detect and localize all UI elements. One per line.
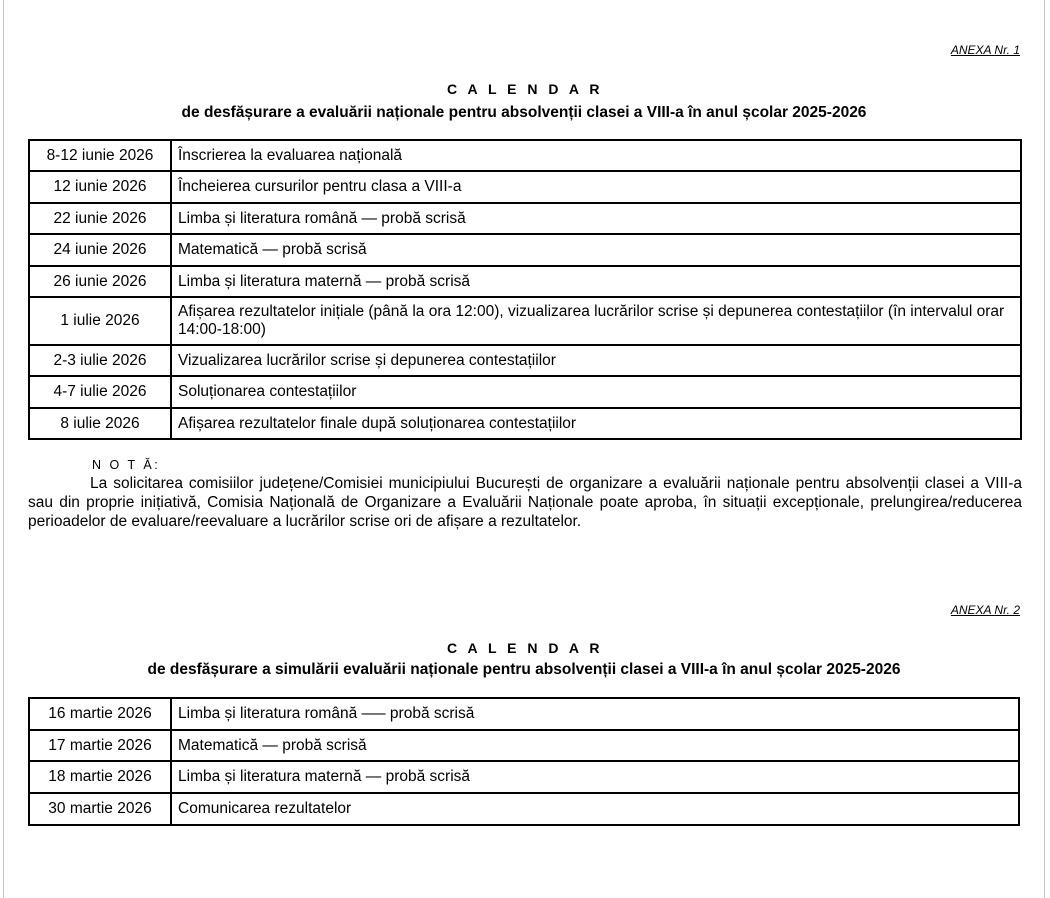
event-cell: Afișarea rezultatelor finale după soluționarea contestațiilor xyxy=(171,408,1021,439)
event-cell: Limba și literatura română —– probă scrisă xyxy=(171,698,1019,730)
annex-1-label: ANEXA Nr. 1 xyxy=(950,43,1020,57)
table-row xyxy=(29,234,1021,266)
table-row xyxy=(29,266,1021,297)
table-row xyxy=(29,171,1021,203)
event-cell: Vizualizarea lucrărilor scrise și depunerea contestațiilor xyxy=(171,345,1021,376)
date-cell: 24 iunie 2026 xyxy=(29,234,171,266)
table-row xyxy=(29,297,1021,345)
note-label: N O T Ă: xyxy=(92,458,161,472)
date-cell: 1 iulie 2026 xyxy=(29,297,171,345)
date-cell: 30 martie 2026 xyxy=(29,793,171,825)
table-row xyxy=(29,376,1021,408)
event-cell: Limba și literatura maternă — probă scrisă xyxy=(171,266,1021,297)
event-cell: Matematică — probă scrisă xyxy=(171,730,1019,761)
date-cell: 8-12 iunie 2026 xyxy=(29,140,171,171)
table-row xyxy=(29,345,1021,376)
annex-1-title: C A L E N D A R xyxy=(447,81,603,97)
date-cell: 18 martie 2026 xyxy=(29,761,171,793)
annex-2-schedule-table xyxy=(28,697,1020,826)
table-row xyxy=(29,730,1019,761)
table-row xyxy=(29,203,1021,234)
date-cell: 16 martie 2026 xyxy=(29,698,171,730)
table-row xyxy=(29,793,1019,825)
table-row xyxy=(29,761,1019,793)
date-cell: 8 iulie 2026 xyxy=(29,408,171,439)
date-cell: 26 iunie 2026 xyxy=(29,266,171,297)
event-cell: Limba și literatura română — probă scrisă xyxy=(171,203,1021,234)
event-cell: Soluționarea contestațiilor xyxy=(171,376,1021,408)
table-row xyxy=(29,698,1019,730)
event-cell: Înscrierea la evaluarea națională xyxy=(171,140,1021,171)
event-cell: Limba și literatura maternă — probă scrisă xyxy=(171,761,1019,793)
note-text: La solicitarea comisiilor județene/Comisiei municipiului București de organizare a evaluării naționale pentru absolvenții clasei a VIII-a sau din proprie inițiativă, Comisia Națională de Organizare a Evaluării Naționale poate aproba, în situații excepționale, prelungirea/reducerea perioadelor de evaluare/reevaluare a lucrărilor scrise ori de afișare a rezultatelor. xyxy=(28,475,1022,530)
date-cell: 2-3 iulie 2026 xyxy=(29,345,171,376)
annex-2-subtitle: de desfășurare a simulării evaluării naționale pentru absolvenții clasei a VIII-a în anul școlar 2025-2026 xyxy=(147,661,901,678)
date-cell: 4-7 iulie 2026 xyxy=(29,376,171,408)
annex-2-label: ANEXA Nr. 2 xyxy=(950,603,1020,617)
table-row xyxy=(29,408,1021,439)
event-cell: Afișarea rezultatelor inițiale (până la ora 12:00), vizualizarea lucrărilor scrise și depunerea contestațiilor (în intervalul orar 14:00-18:00) xyxy=(171,297,1021,345)
table-row xyxy=(29,140,1021,171)
annex-2-title: C A L E N D A R xyxy=(447,640,603,656)
annex-1-schedule-table xyxy=(28,139,1022,440)
date-cell: 12 iunie 2026 xyxy=(29,171,171,203)
event-cell: Comunicarea rezultatelor xyxy=(171,793,1019,825)
event-cell: Încheierea cursurilor pentru clasa a VIII-a xyxy=(171,171,1021,203)
date-cell: 17 martie 2026 xyxy=(29,730,171,761)
event-cell: Matematică — probă scrisă xyxy=(171,234,1021,266)
date-cell: 22 iunie 2026 xyxy=(29,203,171,234)
annex-1-subtitle: de desfășurare a evaluării naționale pentru absolvenții clasei a VIII-a în anul școlar 2025-2026 xyxy=(181,104,867,121)
